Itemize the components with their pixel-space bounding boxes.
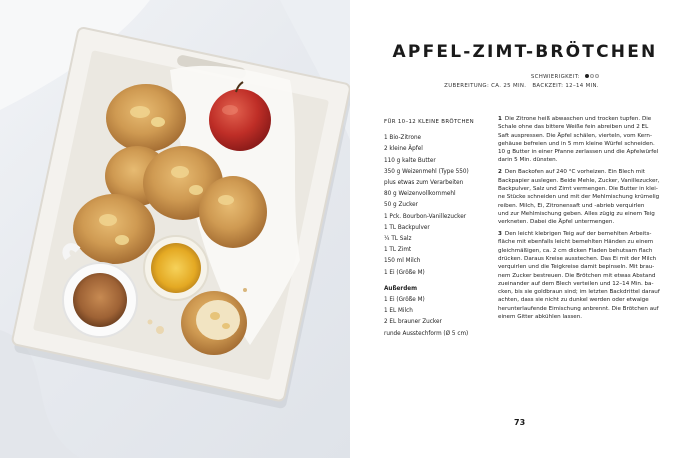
ingredients-list	[384, 117, 504, 340]
step-text-line: gehäuse befreien und in 5 mm kleine Würfel schneiden.	[498, 140, 655, 147]
ingredient-item: 1 TL Zimt	[384, 247, 412, 254]
step-number: 1	[498, 116, 502, 122]
step-text-line: verquirlen und die Teigkreise damit bepinseln. Mit brau-	[498, 264, 655, 271]
step-text-line: fläche mit ebenfalls leicht bemehlten Händen zu einem	[498, 239, 654, 246]
ingredient-item: 50 g Zucker	[384, 202, 419, 209]
page-number: 73	[514, 418, 526, 427]
recipe-title: APFEL-ZIMT-BRÖTCHEN	[392, 42, 658, 62]
step-text-line: Die Zitrone heiß abwaschen und trocken tupfen. Die	[504, 116, 652, 122]
step-text-line: achten, dass sie nicht zu dunkel werden oder etwaige	[498, 297, 649, 304]
step-number: 3	[498, 231, 502, 238]
ingredient-item: 350 g Weizenmehl (Type 550)	[384, 168, 469, 175]
ingredient-item: 1 Ei (Größe M)	[384, 269, 425, 276]
ingredient-item: 2 EL brauner Zucker	[384, 319, 442, 326]
step-text-line: einem Gitter abkühlen lassen.	[498, 314, 583, 321]
difficulty-label: SCHWIERIGKEIT:	[530, 74, 580, 80]
ingredient-item: 2 kleine Äpfel	[384, 146, 423, 153]
step-text-line: Saft auspressen. Die Äpfel schälen, vierteln, vom Kern-	[498, 132, 652, 139]
ingredients-extra-heading: Außerdem	[384, 285, 418, 292]
ingredient-item: 150 ml Milch	[384, 258, 421, 265]
ingredient-item: 1 Pck. Bourbon-Vanillezucker	[384, 213, 467, 220]
ingredient-item: 1 TL Backpulver	[384, 224, 430, 231]
step-number: 2	[498, 169, 502, 176]
step-text-line: Backpulver, Salz und Zimt vermengen. Die Butter in klei-	[498, 185, 658, 192]
step-text-line: Den leicht klebrigen Teig auf der bemehlten Arbeits-	[504, 231, 652, 238]
step-text-line: cken, bis sie goldbraun sind; im letzten Backdrittel darauf	[498, 289, 660, 296]
bake-time: BACKZEIT: 12–14 MIN.	[532, 83, 599, 89]
time-row	[444, 83, 599, 89]
step-text-line: Den Backofen auf 240 °C vorheizen. Ein Blech mit	[504, 169, 645, 176]
step-1	[498, 115, 668, 165]
method-steps	[498, 115, 668, 325]
ingredient-item: 1 Ei (Größe M)	[384, 297, 425, 304]
step-text-line: herunterlaufende Eimischung anbrennt. Die Brötchen auf	[498, 305, 659, 312]
step-text-line: reiben. Milch, Ei, Zitronensaft und -abrieb verquirlen	[498, 202, 645, 209]
step-text-line: nem Zucker bestreuen. Die Brötchen mit etwas Abstand	[498, 272, 656, 279]
step-text-line: Schale ohne das bittere Weiße fein abreiben und 2 EL	[498, 124, 649, 131]
recipe-page	[350, 0, 700, 458]
difficulty-rating	[584, 74, 599, 80]
step-text-line: darin 5 Min. dünsten.	[498, 157, 558, 164]
difficulty-row	[531, 74, 599, 80]
difficulty-dot-empty-icon	[595, 74, 599, 78]
step-3	[498, 230, 668, 321]
step-text-line: verkneten. Dabei die Äpfel untermengen.	[498, 219, 615, 226]
step-text-line: und zur Mehlmischung geben. Alles zügig zu einem Teig	[498, 210, 655, 217]
step-text-line: Backpapier auslegen. Beide Mehle, Zucker, Vanillezucker,	[498, 177, 660, 184]
ingredients-heading: FÜR 10–12 KLEINE BRÖTCHEN	[384, 119, 474, 125]
difficulty-dot-empty-icon	[590, 74, 594, 78]
ingredient-item: plus etwas zum Verarbeiten	[384, 180, 464, 187]
step-text-line: ne Stücke schneiden und mit der Mehlmischung krümelig	[498, 194, 660, 201]
prep-time: ZUBEREITUNG: CA. 25 MIN.	[444, 83, 527, 89]
step-text-line: gleichmäßigen, ca. 2 cm dicken Fladen behutsam flach	[498, 247, 653, 254]
ingredient-item: 1 EL Milch	[384, 308, 413, 315]
ingredient-item: ¼ TL Salz	[384, 236, 412, 243]
difficulty-dot-filled-icon	[585, 74, 589, 78]
ingredient-item: 1 Bio-Zitrone	[384, 135, 422, 142]
ingredient-item: runde Ausstechform (Ø 5 cm)	[384, 330, 469, 337]
step-text-line: 10 g Butter in einer Pfanne zerlassen und die Apfelwürfel	[498, 149, 659, 156]
step-text-line: drücken. Daraus Kreise ausstechen. Das Ei mit der Milch	[498, 255, 657, 262]
ingredient-item: 80 g Weizenvollkornmehl	[384, 191, 456, 198]
ingredient-item: 110 g kalte Butter	[384, 157, 436, 164]
step-text-line: zueinander auf dem Blech verteilen und 12–14 Min. ba-	[498, 280, 654, 287]
step-2	[498, 168, 668, 226]
